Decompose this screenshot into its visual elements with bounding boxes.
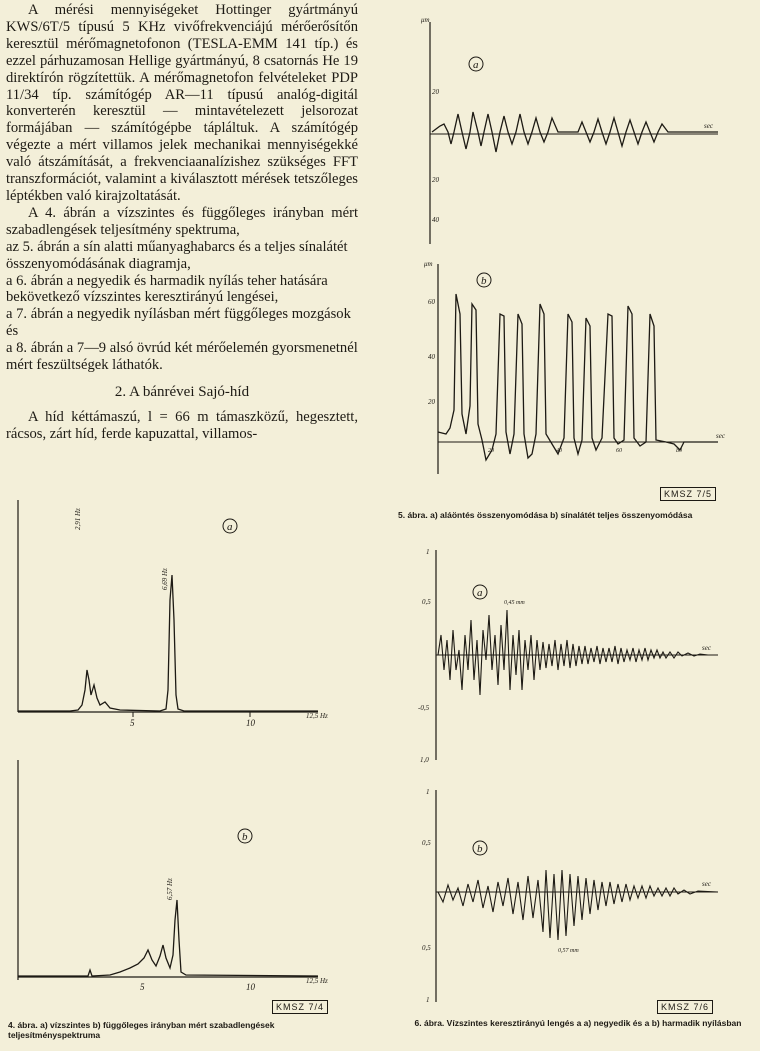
tick-label: 0,5 (422, 839, 431, 847)
tick-label: 1 (426, 548, 430, 556)
panel-marker-label: b (481, 275, 487, 287)
tick-label: 40 (556, 448, 562, 454)
x-end-label: sec (716, 432, 725, 440)
tick-label: 20 (428, 398, 435, 406)
x-end-label: sec (704, 122, 713, 130)
list-item: a 6. ábrán a negyedik és harmadik nyílás teher hatására bekövetkező vízszintes keresztirányú lengései, (6, 272, 328, 306)
x-end-label: 12,5 Hz (306, 712, 328, 720)
list-item: az 5. ábrán a sín alatti műanyaghabarcs és a teljes sínalátét összenyomódásának diagramja, (6, 238, 348, 272)
peak-label: 2,91 Hz (74, 508, 82, 530)
fig6-panel-a (418, 548, 718, 764)
list-item: a 7. ábrán a negyedik nyílásban mért függőleges mozgások és (6, 306, 351, 340)
tick-label: 40 (428, 353, 435, 361)
fig5-panel-a (421, 16, 718, 244)
tick-label: 1 (426, 788, 430, 796)
tick-label: 1 (426, 996, 430, 1004)
tick-label: 5 (140, 982, 145, 992)
tick-label: 40 (432, 216, 439, 224)
spectrum-line (18, 900, 318, 976)
tick-label: 0,5 (422, 944, 431, 952)
panel-marker-label: a (227, 521, 233, 533)
fig6-panel-b (422, 788, 718, 1004)
panel-marker-label: b (242, 831, 248, 843)
x-end-label: 12,5 Hz (306, 977, 328, 985)
compression-line (438, 294, 718, 460)
tick-label: 20 (432, 176, 439, 184)
peak-label: 0,57 mm (558, 948, 579, 954)
tick-label: 60 (428, 298, 435, 306)
paragraph-figure-intro: A 4. ábrán a vízszintes és függőleges irányban mért szabadlengések teljesítmény spektruma, (6, 204, 358, 238)
fig4-panel-b (18, 760, 328, 992)
figure-4 (0, 480, 370, 1040)
panel-marker-label: a (477, 587, 483, 599)
tick-label: 60 (616, 448, 622, 454)
figure-caption: 4. ábra. a) vízszintes b) függőleges irányban mért szabadlengések teljesítményspektruma (8, 1020, 275, 1040)
figure-caption: 6. ábra. Vízszintes keresztirányú lengés a a) negyedik és a b) harmadik nyílásban (414, 1018, 742, 1028)
list-item: a 8. ábrán a 7—9 alsó övrúd két mérőelemén gyorsmenetnél mért feszültségek láthatók. (6, 340, 358, 374)
unit-label: μm (421, 16, 430, 24)
tick-label: -0,5 (418, 704, 430, 712)
panel-marker-label: a (473, 59, 479, 71)
fig5-panel-b (424, 260, 726, 474)
figure-caption: 5. ábra. a) aláöntés összenyomódása b) sínalátét teljes összenyomódása (398, 510, 693, 520)
x-end-label: sec (702, 644, 711, 652)
figure-6 (418, 540, 738, 1010)
section-heading: 2. A bánrévei Sajó-híd (114, 383, 250, 400)
peak-label: 6,57 Hz (166, 878, 174, 900)
tick-label: 80 (676, 448, 682, 454)
peak-label: 6,69 Hz (161, 568, 169, 590)
oscillation-line (438, 870, 718, 940)
tick-label: 20 (488, 448, 494, 454)
paragraph-measurement: A mérési mennyiségeket Hottinger gyártmányú KWS/6T/5 típusú 5 KHz vivőfrekvenciájú mérőerősítőn keresztül mérőmagnetofonon (TESLA-EMM 141 típ.) és ezzel párhuzamosan Hellige gyártmányú, 8 csatornás He 19 direktírón rögzítettük. A mérőmagnetofon felvételeket PDP 11/34 típ. számítógép AR—11 típusú analóg-digitál konverterén keresztül — mintavételezett jelsorozat formájában — számítógépbe tápláltuk. A számítógép végezte a mért villamos jelek mechanikai mennyiségekké való átszámítását, a frekvenciaanalízishez szükséges FFT transzformációt, valamint a kiválasztott mérések tetszőleges léptékben való kirajzoltatását. (6, 2, 358, 204)
compression-line (432, 112, 718, 152)
fig4-panel-a (18, 500, 328, 728)
tick-label: 10 (246, 718, 255, 728)
oscillation-line (438, 610, 718, 695)
paragraph-bridge: A híd kéttámaszú, l = 66 m támaszközű, hegesztett, rácsos, zárt híd, ferde kapuzattal, villamos- (6, 408, 358, 442)
tick-label: 10 (246, 982, 255, 992)
figure-stamp: KMSZ 7/4 (272, 1000, 328, 1014)
figure-stamp: KMSZ 7/6 (657, 1000, 713, 1014)
peak-label: 0,45 mm (504, 600, 525, 606)
tick-label: 20 (432, 88, 439, 96)
figure-stamp: KMSZ 7/5 (660, 487, 716, 501)
spectrum-line (18, 575, 318, 711)
x-end-label: sec (702, 880, 711, 888)
body-text-column (6, 2, 358, 443)
tick-label: 1,0 (420, 756, 429, 764)
unit-label: μm (424, 260, 433, 268)
panel-marker-label: b (477, 843, 483, 855)
figure-5 (418, 14, 738, 494)
tick-label: 0,5 (422, 598, 431, 606)
tick-label: 5 (130, 718, 135, 728)
